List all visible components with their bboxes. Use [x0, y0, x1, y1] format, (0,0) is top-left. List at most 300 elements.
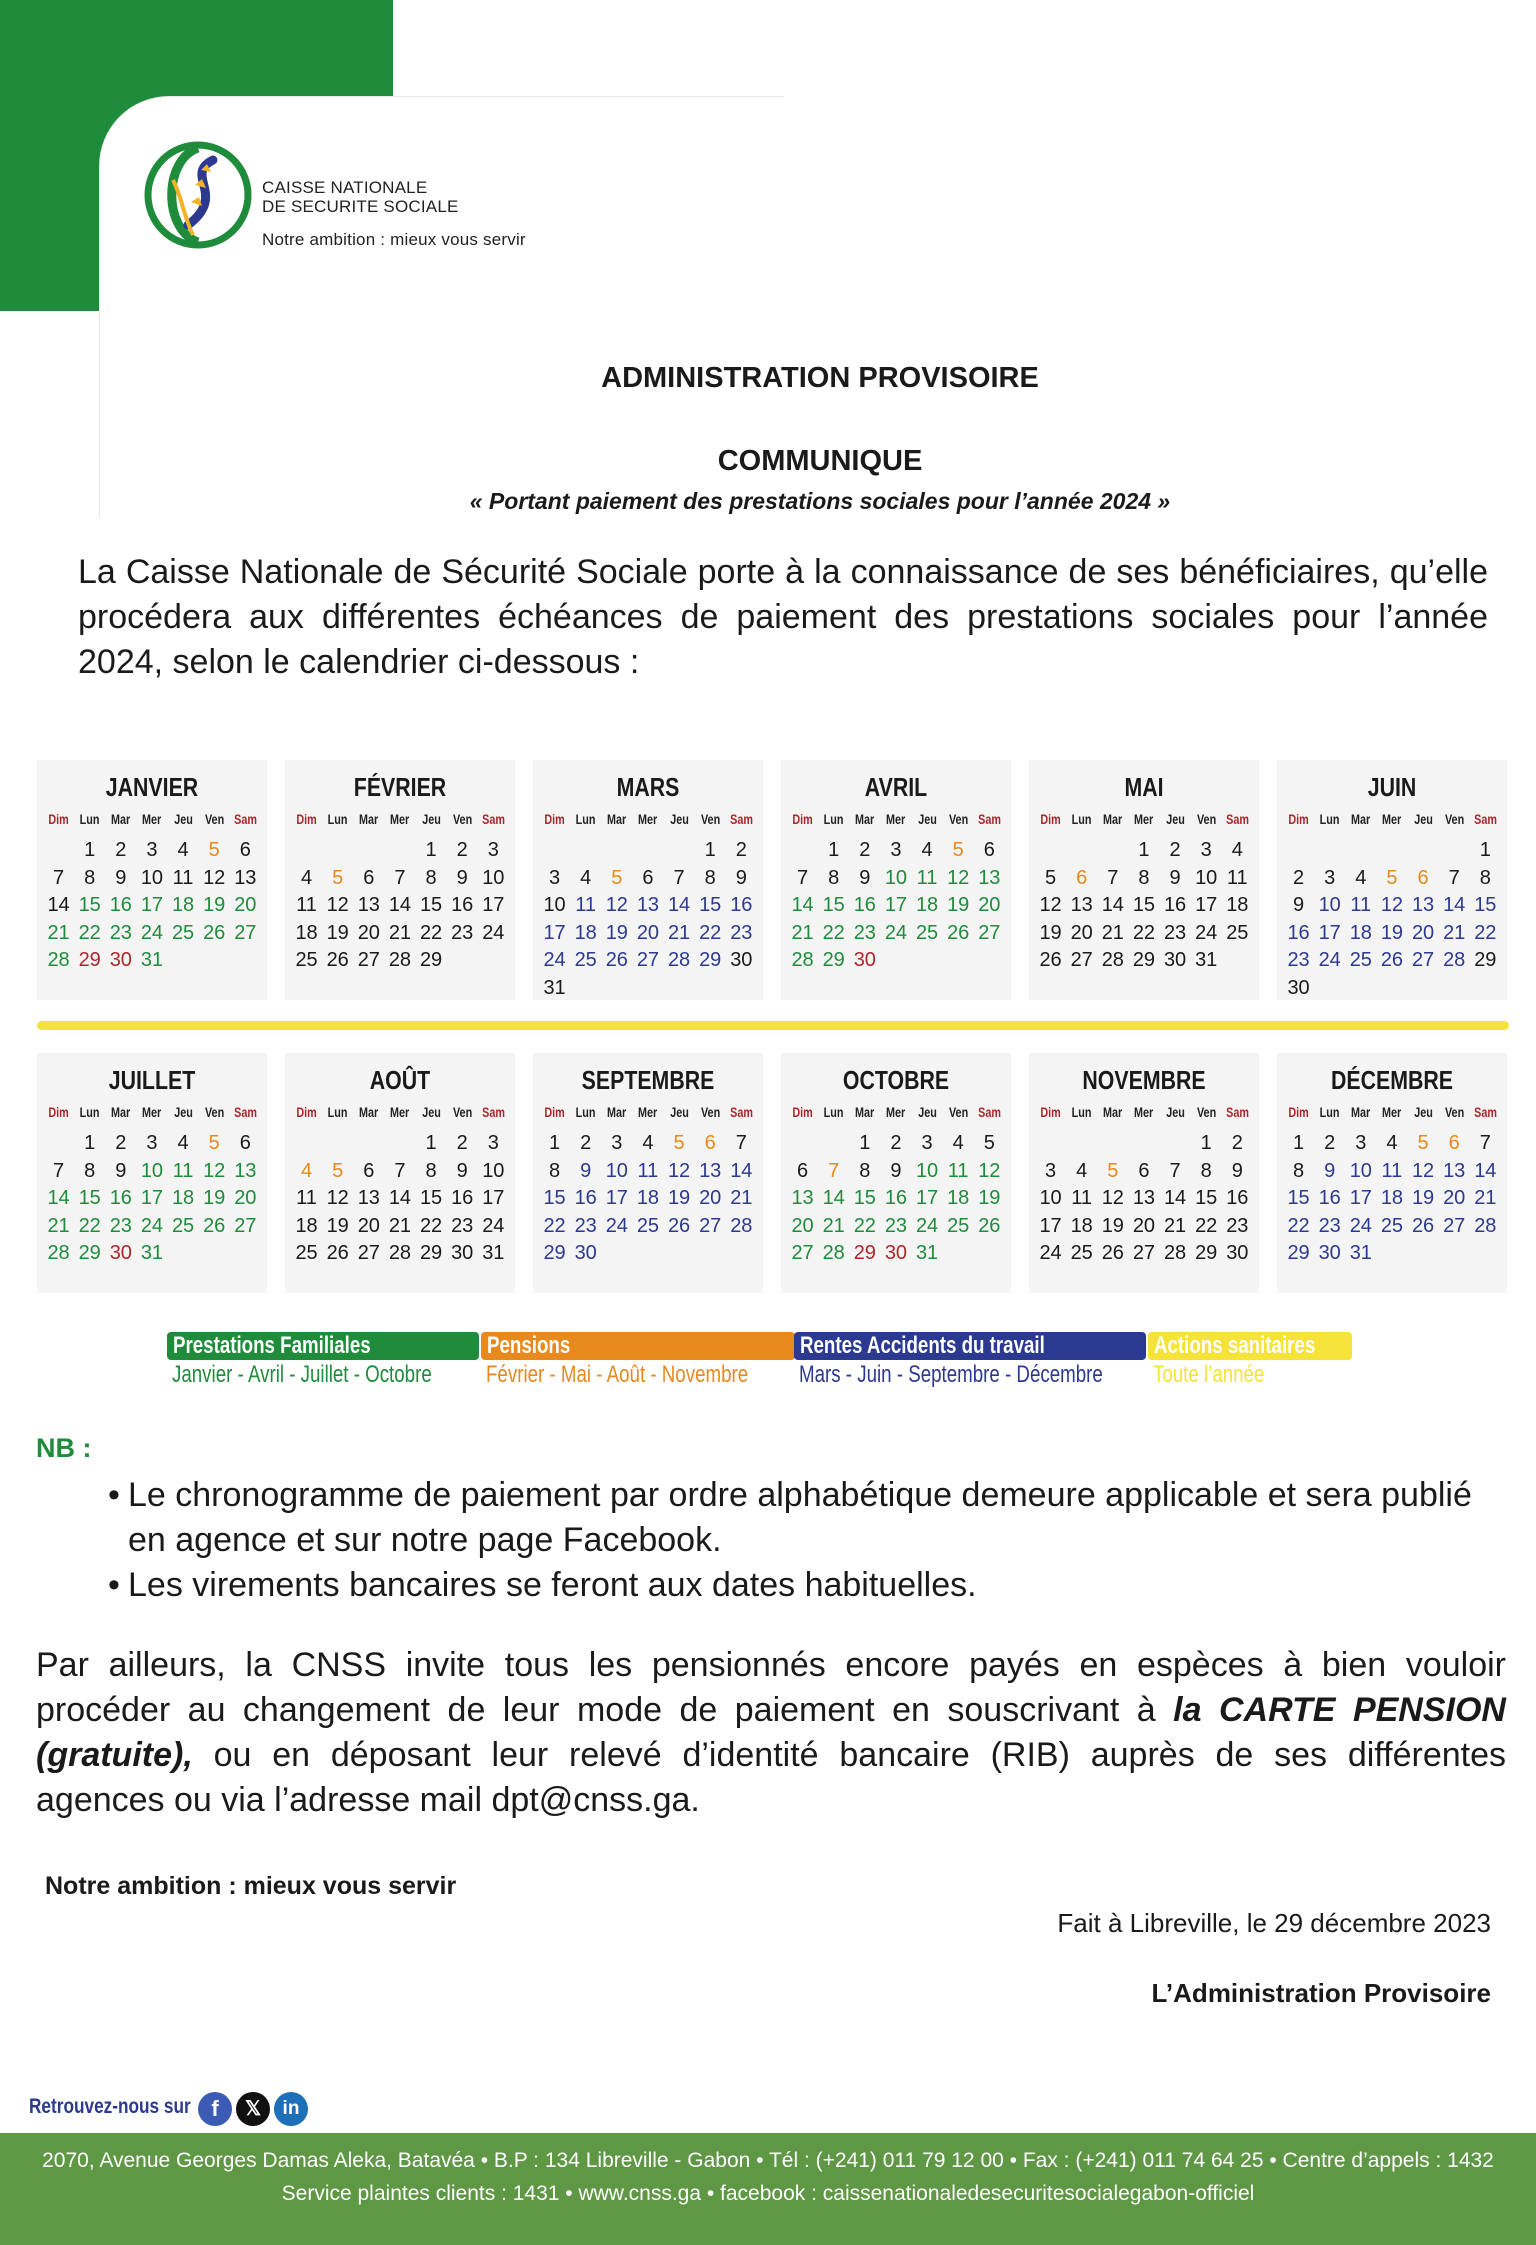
day-cell: 16: [109, 894, 132, 916]
weekday-label: Mar: [1351, 812, 1371, 827]
day-cell: 26: [605, 949, 628, 971]
day-cell: 6: [1076, 866, 1088, 889]
day-cell: 12: [978, 1159, 1001, 1182]
weekday-label: Sam: [977, 812, 1001, 827]
day-empty: [353, 837, 384, 865]
signature-motto: Notre ambition : mieux vous servir: [45, 1872, 457, 1900]
day-cell: 4: [1076, 1159, 1088, 1182]
day-cell: 1: [84, 839, 96, 861]
day-cell: 24: [482, 921, 505, 944]
weekday-label: Mar: [607, 812, 627, 827]
day-cell: 24: [140, 921, 164, 944]
month-calendar: [781, 1053, 1011, 1293]
weekday-header: [1283, 1105, 1501, 1125]
day-cell: 4: [642, 1132, 654, 1154]
weekday-label: Mar: [1103, 812, 1123, 827]
month-name: SEPTEMBRE: [581, 1065, 715, 1095]
day-cell: 9: [890, 1159, 902, 1182]
weekday-label: Jeu: [1413, 812, 1433, 827]
weekday-header: [1035, 1105, 1253, 1125]
day-cell: 18: [295, 921, 318, 944]
days-grid: [787, 837, 1005, 975]
day-cell: 7: [828, 1159, 840, 1182]
day-cell: 9: [115, 1159, 127, 1182]
legend-months-text: Janvier - Avril - Juillet - Octobre: [172, 1361, 432, 1388]
title-administration: ADMINISTRATION PROVISOIRE: [601, 362, 1039, 394]
day-cell: 1: [828, 839, 840, 861]
day-cell: 5: [208, 1132, 220, 1154]
day-cell: 22: [822, 921, 845, 944]
month-name: OCTOBRE: [842, 1065, 950, 1095]
day-cell: 20: [234, 894, 257, 916]
days-grid: [1035, 837, 1253, 975]
weekday-label: Mar: [111, 1105, 131, 1120]
day-cell: 25: [915, 921, 939, 944]
day-cell: 7: [1479, 1132, 1491, 1154]
day-cell: 29: [543, 1242, 566, 1264]
day-cell: 24: [915, 1214, 939, 1237]
day-cell: 29: [699, 949, 722, 971]
day-cell: 12: [1101, 1187, 1124, 1209]
month-name: JANVIER: [105, 772, 199, 802]
day-cell: 2: [580, 1132, 592, 1154]
day-cell: 4: [177, 1132, 189, 1154]
month-calendar: [285, 1053, 515, 1293]
day-cell: 20: [1132, 1214, 1156, 1237]
day-cell: 6: [239, 1132, 251, 1154]
day-cell: 6: [363, 1159, 375, 1182]
day-cell: 30: [884, 1242, 908, 1264]
legend-months-text: Mars - Juin - Septembre - Décembre: [799, 1361, 1103, 1388]
weekday-label: Lun: [575, 1105, 596, 1120]
day-cell: 28: [1443, 949, 1466, 971]
day-cell: 18: [1380, 1187, 1404, 1209]
day-cell: 1: [84, 1132, 96, 1154]
day-cell: 16: [853, 894, 876, 916]
day-cell: 8: [1138, 866, 1150, 889]
day-cell: 22: [78, 1214, 101, 1237]
day-cell: 11: [1071, 1187, 1093, 1209]
month-name: FÉVRIER: [353, 772, 447, 802]
day-cell: 19: [1101, 1214, 1124, 1237]
weekday-header: [1283, 812, 1501, 832]
day-cell: 6: [1417, 866, 1429, 889]
title-subtitle: « Portant paiement des prestations sociales pour l’année 2024 »: [469, 488, 1171, 514]
day-cell: 28: [47, 949, 70, 971]
day-cell: 6: [797, 1159, 809, 1182]
day-cell: 3: [146, 839, 158, 861]
day-cell: 13: [234, 866, 257, 889]
day-cell: 28: [667, 949, 691, 971]
day-cell: 4: [952, 1132, 964, 1154]
day-cell: 25: [1226, 921, 1249, 944]
day-cell: 4: [1355, 866, 1367, 889]
day-cell: 18: [915, 894, 939, 916]
weekday-label: Lun: [327, 1105, 348, 1120]
day-empty: [353, 1130, 384, 1158]
day-cell: 28: [47, 1242, 70, 1264]
day-cell: 8: [704, 866, 716, 889]
day-cell: 29: [78, 949, 101, 971]
day-empty: [291, 837, 322, 865]
day-cell: 27: [1443, 1214, 1466, 1237]
day-cell: 15: [1287, 1187, 1310, 1209]
x-icon[interactable]: 𝕏: [236, 2092, 270, 2126]
day-cell: 22: [78, 921, 101, 944]
month-name: JUIN: [1367, 772, 1417, 802]
weekday-label: Dim: [544, 1105, 565, 1120]
day-empty: [1345, 837, 1376, 865]
day-cell: 18: [1070, 1214, 1093, 1237]
day-cell: 14: [667, 894, 691, 916]
day-cell: 2: [735, 839, 747, 861]
day-empty: [1097, 1130, 1128, 1158]
day-cell: 17: [915, 1187, 939, 1209]
day-cell: 10: [915, 1159, 939, 1182]
nb-item-text: Les virements bancaires se feront aux dates habituelles.: [128, 1566, 977, 1604]
days-grid: [43, 837, 261, 975]
day-cell: 11: [947, 1159, 969, 1182]
day-cell: 16: [1318, 1187, 1341, 1209]
day-cell: 2: [1169, 839, 1181, 861]
place-date: Fait à Libreville, le 29 décembre 2023: [1057, 1908, 1491, 1938]
month-calendar: [1029, 760, 1259, 1000]
day-cell: 28: [1163, 1242, 1187, 1264]
weekday-label: Jeu: [421, 1105, 441, 1120]
month-calendar: [533, 760, 763, 1000]
day-cell: 7: [1448, 866, 1460, 889]
day-cell: 14: [1443, 894, 1466, 916]
days-grid: [787, 1130, 1005, 1268]
day-cell: 25: [1349, 949, 1372, 971]
day-cell: 7: [394, 1159, 406, 1182]
day-cell: 10: [1318, 894, 1341, 916]
weekday-label: Ven: [452, 812, 472, 827]
day-cell: 30: [109, 949, 132, 971]
weekday-label: Mer: [638, 812, 658, 827]
day-cell: 11: [1226, 866, 1248, 889]
closing-text-before: Par ailleurs, la CNSS invite tous les pensionnés encore payés en espèces à bien vouloir procéder au changement de leur mode de paiement en souscrivant à: [36, 1646, 1506, 1729]
day-cell: 2: [115, 1132, 127, 1154]
day-cell: 21: [47, 1214, 70, 1237]
day-cell: 21: [1443, 921, 1466, 944]
day-cell: 5: [983, 1132, 995, 1154]
weekday-label: Jeu: [173, 812, 193, 827]
day-cell: 7: [673, 866, 685, 889]
day-cell: 6: [363, 866, 375, 889]
day-cell: 21: [1474, 1187, 1497, 1209]
days-grid: [539, 837, 757, 1002]
legend-label: Prestations Familiales: [173, 1332, 371, 1359]
day-cell: 24: [1039, 1242, 1062, 1264]
day-cell: 16: [574, 1187, 597, 1209]
day-cell: 23: [1318, 1214, 1341, 1237]
day-cell: 6: [1138, 1159, 1150, 1182]
day-cell: 1: [425, 1132, 437, 1154]
day-empty: [1097, 837, 1128, 865]
day-cell: 15: [1132, 894, 1156, 916]
month-calendar: [1277, 1053, 1507, 1293]
day-cell: 28: [730, 1214, 753, 1237]
weekday-label: Lun: [79, 812, 100, 827]
month-calendar: [781, 760, 1011, 1000]
weekday-label: Sam: [1225, 1105, 1249, 1120]
weekday-label: Sam: [233, 1105, 257, 1120]
day-cell: 30: [451, 1242, 474, 1264]
day-cell: 17: [1039, 1214, 1062, 1237]
month-name: JUILLET: [108, 1065, 196, 1095]
day-cell: 30: [1226, 1242, 1249, 1264]
day-cell: 14: [730, 1159, 753, 1182]
days-grid: [1035, 1130, 1253, 1268]
day-cell: 28: [822, 1242, 845, 1264]
day-cell: 9: [1324, 1159, 1336, 1182]
day-cell: 12: [203, 866, 226, 889]
day-cell: 24: [605, 1214, 628, 1237]
month-name: AOÛT: [369, 1065, 431, 1095]
day-cell: 20: [1411, 921, 1435, 944]
weekday-label: Jeu: [1165, 812, 1185, 827]
day-cell: 13: [1443, 1159, 1466, 1182]
weekday-label: Lun: [575, 812, 596, 827]
day-cell: 24: [140, 1214, 164, 1237]
day-cell: 14: [791, 894, 814, 916]
day-cell: 30: [853, 949, 876, 971]
day-cell: 31: [482, 1242, 505, 1264]
weekday-label: Mer: [390, 1105, 410, 1120]
weekday-label: Ven: [204, 1105, 224, 1120]
day-cell: 13: [699, 1159, 722, 1182]
org-name-line2: DE SECURITE SOCIALE: [262, 197, 459, 216]
closing-emphasis: la CARTE PENSION (gratuite),: [36, 1691, 1506, 1774]
day-cell: 24: [482, 1214, 505, 1237]
day-cell: 22: [1132, 921, 1156, 944]
day-cell: 9: [1231, 1159, 1243, 1182]
day-cell: 13: [791, 1187, 814, 1209]
day-cell: 11: [1381, 1159, 1403, 1182]
day-cell: 3: [487, 1132, 499, 1154]
day-cell: 16: [109, 1187, 132, 1209]
day-cell: 27: [357, 1242, 380, 1264]
day-cell: 9: [735, 866, 747, 889]
day-cell: 30: [730, 949, 753, 971]
weekday-label: Jeu: [1165, 1105, 1185, 1120]
weekday-label: Ven: [1444, 812, 1464, 827]
day-cell: 7: [53, 866, 65, 889]
weekday-label: Mar: [1103, 1105, 1123, 1120]
weekday-label: Lun: [327, 812, 348, 827]
weekday-label: Mar: [607, 1105, 627, 1120]
day-cell: 30: [109, 1242, 132, 1264]
day-cell: 30: [1163, 949, 1187, 971]
weekday-label: Ven: [700, 1105, 720, 1120]
day-cell: 20: [791, 1214, 814, 1237]
day-cell: 4: [580, 866, 592, 889]
day-cell: 6: [642, 866, 654, 889]
day-cell: 27: [234, 921, 257, 944]
day-cell: 31: [1195, 949, 1218, 971]
linkedin-icon[interactable]: in: [274, 2092, 308, 2126]
legend-item-rentes: [794, 1332, 1188, 1392]
weekday-label: Dim: [544, 812, 565, 827]
legend-months-text: Février - Mai - Août - Novembre: [486, 1361, 749, 1388]
day-empty: [664, 837, 695, 865]
day-cell: 26: [1039, 949, 1062, 971]
day-empty: [1376, 837, 1407, 865]
day-cell: 29: [1195, 1242, 1218, 1264]
day-cell: 31: [1349, 1242, 1372, 1264]
month-name: NOVEMBRE: [1082, 1065, 1206, 1095]
day-cell: 28: [1474, 1214, 1497, 1237]
day-cell: 18: [636, 1187, 660, 1209]
legend-item-familiales: [167, 1332, 505, 1392]
day-cell: 29: [419, 949, 443, 971]
intro-paragraph: La Caisse Nationale de Sécurité Sociale porte à la connaissance de ses bénéficiaires, qu’elle procédera aux différentes échéances de paiement des prestations sociales pour l’année 2024, selon le calendrier ci-dessous :: [78, 553, 1488, 681]
org-name-line1: CAISSE NATIONALE: [262, 178, 428, 197]
day-cell: 11: [575, 894, 597, 916]
weekday-label: Jeu: [421, 812, 441, 827]
day-cell: 5: [673, 1132, 685, 1154]
weekday-label: Mer: [142, 812, 162, 827]
nb-item: [108, 1563, 1488, 1608]
day-cell: 26: [978, 1214, 1001, 1237]
day-cell: 19: [1411, 1187, 1435, 1209]
day-cell: 29: [78, 1242, 101, 1264]
day-cell: 28: [388, 949, 412, 971]
legend-item-pensions: [481, 1332, 822, 1392]
day-cell: 8: [1200, 1159, 1212, 1182]
weekday-label: Lun: [79, 1105, 100, 1120]
day-cell: 30: [574, 1242, 597, 1264]
days-grid: [43, 1130, 261, 1268]
day-cell: 17: [1349, 1187, 1372, 1209]
day-cell: 26: [203, 921, 226, 944]
day-cell: 11: [172, 866, 194, 889]
weekday-label: Mer: [1382, 812, 1402, 827]
day-cell: 9: [1169, 866, 1181, 889]
day-cell: 21: [388, 921, 412, 944]
day-cell: 22: [419, 1214, 443, 1237]
weekday-label: Dim: [1040, 1105, 1061, 1120]
day-cell: 4: [301, 1159, 313, 1182]
weekday-label: Dim: [1288, 812, 1309, 827]
day-cell: 23: [884, 1214, 908, 1237]
day-cell: 8: [84, 866, 96, 889]
day-cell: 20: [636, 921, 660, 944]
day-cell: 26: [1380, 949, 1404, 971]
day-cell: 17: [140, 894, 164, 916]
weekday-label: Mar: [855, 812, 875, 827]
day-cell: 17: [884, 894, 908, 916]
day-cell: 5: [1417, 1132, 1429, 1154]
day-cell: 27: [699, 1214, 722, 1237]
day-cell: 1: [425, 839, 437, 861]
day-cell: 21: [1101, 921, 1124, 944]
weekday-label: Lun: [823, 812, 844, 827]
day-cell: 7: [1107, 866, 1119, 889]
day-cell: 6: [239, 839, 251, 861]
month-name: MARS: [616, 772, 680, 802]
day-cell: 12: [326, 894, 349, 916]
day-cell: 30: [1318, 1242, 1341, 1264]
month-name: DÉCEMBRE: [1330, 1065, 1454, 1095]
day-cell: 10: [605, 1159, 628, 1182]
nb-label: NB :: [36, 1433, 92, 1463]
day-cell: 17: [605, 1187, 628, 1209]
weekday-label: Sam: [1473, 1105, 1497, 1120]
legend-label: Actions sanitaires: [1154, 1332, 1316, 1359]
weekday-label: Mer: [390, 812, 410, 827]
day-cell: 5: [332, 1159, 344, 1182]
day-cell: 13: [636, 894, 660, 916]
day-cell: 16: [1163, 894, 1187, 916]
day-cell: 21: [791, 921, 814, 944]
weekday-label: Lun: [1319, 1105, 1340, 1120]
weekday-header: [539, 812, 757, 832]
day-cell: 25: [295, 949, 318, 971]
signatory: L’Administration Provisoire: [1151, 1978, 1491, 2008]
day-empty: [384, 1130, 415, 1158]
day-cell: 16: [1226, 1187, 1249, 1209]
day-cell: 5: [208, 839, 220, 861]
day-cell: 23: [730, 921, 753, 944]
weekday-label: Ven: [452, 1105, 472, 1120]
day-cell: 11: [296, 1187, 317, 1209]
day-cell: 15: [543, 1187, 566, 1209]
org-motto: Notre ambition : mieux vous servir: [262, 230, 526, 249]
days-grid: [291, 1130, 509, 1268]
day-cell: 25: [1070, 1242, 1093, 1264]
day-cell: 14: [388, 1187, 412, 1209]
day-cell: 26: [1411, 1214, 1435, 1237]
day-cell: 27: [791, 1242, 814, 1264]
day-cell: 19: [1039, 921, 1062, 944]
day-cell: 29: [822, 949, 845, 971]
day-empty: [1035, 1130, 1066, 1158]
day-cell: 9: [580, 1159, 592, 1182]
day-cell: 5: [611, 866, 623, 889]
day-cell: 1: [1293, 1132, 1305, 1154]
facebook-icon[interactable]: f: [198, 2092, 232, 2126]
day-cell: 31: [915, 1242, 939, 1264]
day-cell: 25: [574, 949, 597, 971]
day-empty: [787, 837, 818, 865]
day-cell: 9: [115, 866, 127, 889]
day-cell: 27: [1411, 949, 1435, 971]
day-cell: 11: [637, 1159, 659, 1182]
legend-chip: [1148, 1332, 1352, 1360]
day-cell: 21: [667, 921, 691, 944]
day-empty: [43, 1130, 74, 1158]
weekday-label: Mar: [359, 812, 379, 827]
weekday-label: Ven: [204, 812, 224, 827]
day-cell: 20: [699, 1187, 722, 1209]
day-empty: [1128, 1130, 1159, 1158]
day-cell: 21: [730, 1187, 753, 1209]
day-cell: 6: [1448, 1132, 1460, 1154]
day-cell: 12: [1411, 1159, 1435, 1182]
day-cell: 10: [1195, 866, 1218, 889]
day-cell: 10: [482, 866, 505, 889]
day-cell: 10: [543, 894, 566, 916]
day-cell: 14: [822, 1187, 845, 1209]
weekday-label: Ven: [948, 1105, 968, 1120]
day-cell: 27: [1132, 1242, 1156, 1264]
day-cell: 18: [574, 921, 597, 944]
day-cell: 4: [921, 839, 933, 861]
day-cell: 19: [978, 1187, 1001, 1209]
day-cell: 18: [171, 1187, 195, 1209]
